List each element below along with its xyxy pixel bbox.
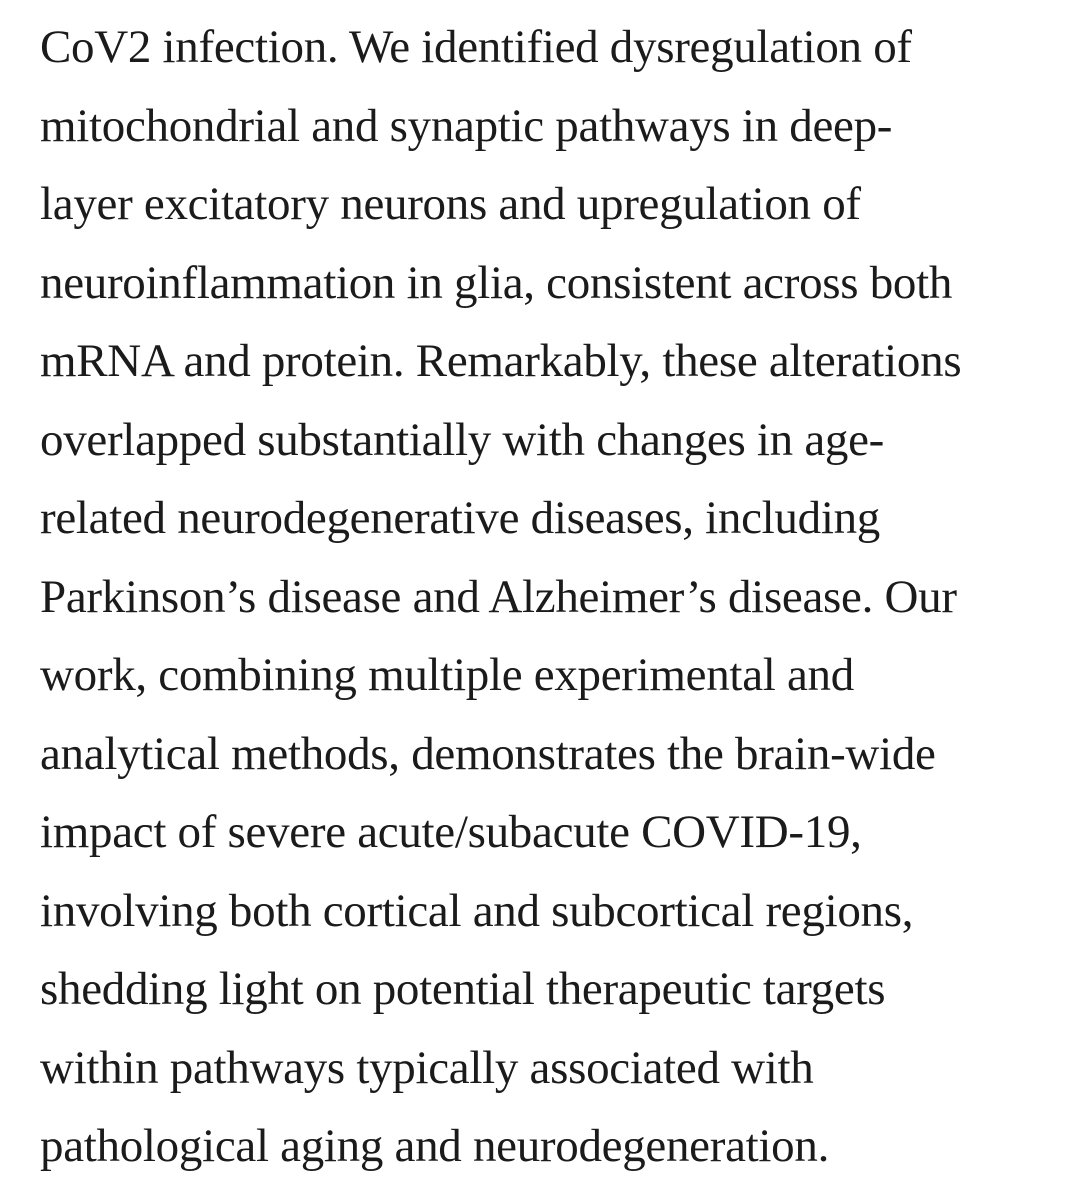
text-line: mitochondrial and synaptic pathways in deep-	[40, 99, 893, 152]
text-line: CoV2 infection. We identified dysregulation of	[40, 21, 912, 73]
text-line: involving both cortical and subcortical regions,	[40, 884, 914, 937]
text-line: Parkinson’s disease and Alzheimer’s disease. Our	[40, 570, 957, 623]
text-line: mRNA and protein. Remarkably, these alterations	[40, 335, 962, 387]
text-line: within pathways typically associated with	[40, 1041, 814, 1094]
text-line: shedding light on potential therapeutic targets	[40, 963, 886, 1015]
text-line: analytical methods, demonstrates the brain-wide	[40, 727, 936, 780]
text-line: overlapped substantially with changes in age-	[40, 413, 884, 466]
text-line: impact of severe acute/subacute COVID-19,	[40, 806, 862, 858]
text-line: layer excitatory neurons and upregulation of	[40, 178, 861, 230]
abstract-text-block	[40, 8, 1060, 1186]
text-line: related neurodegenerative diseases, including	[40, 492, 880, 544]
text-line: pathological aging and neurodegeneration.	[40, 1120, 830, 1172]
text-line: work, combining multiple experimental and	[40, 649, 854, 701]
text-line: neuroinflammation in glia, consistent across both	[40, 256, 953, 309]
